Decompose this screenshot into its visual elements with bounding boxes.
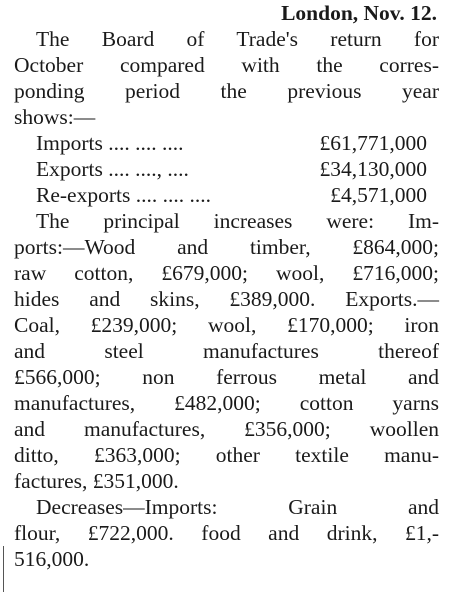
increases-line-1: The principal increases were: Im- [36, 209, 439, 233]
trade-row-exports [14, 156, 439, 182]
increases-line-2: ports:—Wood and timber, £864,000; [14, 235, 439, 259]
trade-row-re-exports [14, 182, 439, 208]
increases-line-5: Coal, £239,000; wool, £170,000; iron [14, 313, 439, 337]
intro-line-2: October compared with the corres- [14, 53, 439, 77]
column-rule [3, 546, 4, 592]
news-article [14, 0, 439, 572]
dateline: London, Nov. 12. [281, 1, 437, 25]
increases-line-6: and steel manufactures thereof [14, 339, 439, 363]
trade-row-amount: £4,571,000 [330, 183, 427, 207]
decreases-line-3: 516,000. [14, 547, 90, 571]
increases-line-10: ditto, £363,000; other textile manu- [14, 443, 439, 467]
trade-row-label: Re-exports .... .... .... [36, 183, 211, 207]
increases-line-9: and manufactures, £356,000; woollen [14, 417, 439, 441]
intro-line-1: The Board of Trade's return for [36, 27, 439, 51]
intro-line-3: ponding period the previous year [14, 79, 439, 103]
intro-line-4: shows:— [14, 105, 96, 129]
trade-row-label: Exports .... ...., .... [36, 157, 189, 181]
increases-line-3: raw cotton, £679,000; wool, £716,000; [14, 261, 439, 285]
increases-line-8: manufactures, £482,000; cotton yarns [14, 391, 439, 415]
increases-line-11: factures, £351,000. [14, 469, 179, 493]
decreases-line-1: Decreases—Imports: Grain and [36, 495, 439, 519]
trade-row-label: Imports .... .... .... [36, 131, 184, 155]
increases-line-4: hides and skins, £389,000. Exports.— [14, 287, 439, 311]
trade-row-imports [14, 130, 439, 156]
decreases-line-2: flour, £722,000. food and drink, £1,- [14, 521, 439, 545]
trade-row-amount: £34,130,000 [319, 157, 427, 181]
trade-row-amount: £61,771,000 [319, 131, 427, 155]
increases-line-7: £566,000; non ferrous metal and [14, 365, 439, 389]
